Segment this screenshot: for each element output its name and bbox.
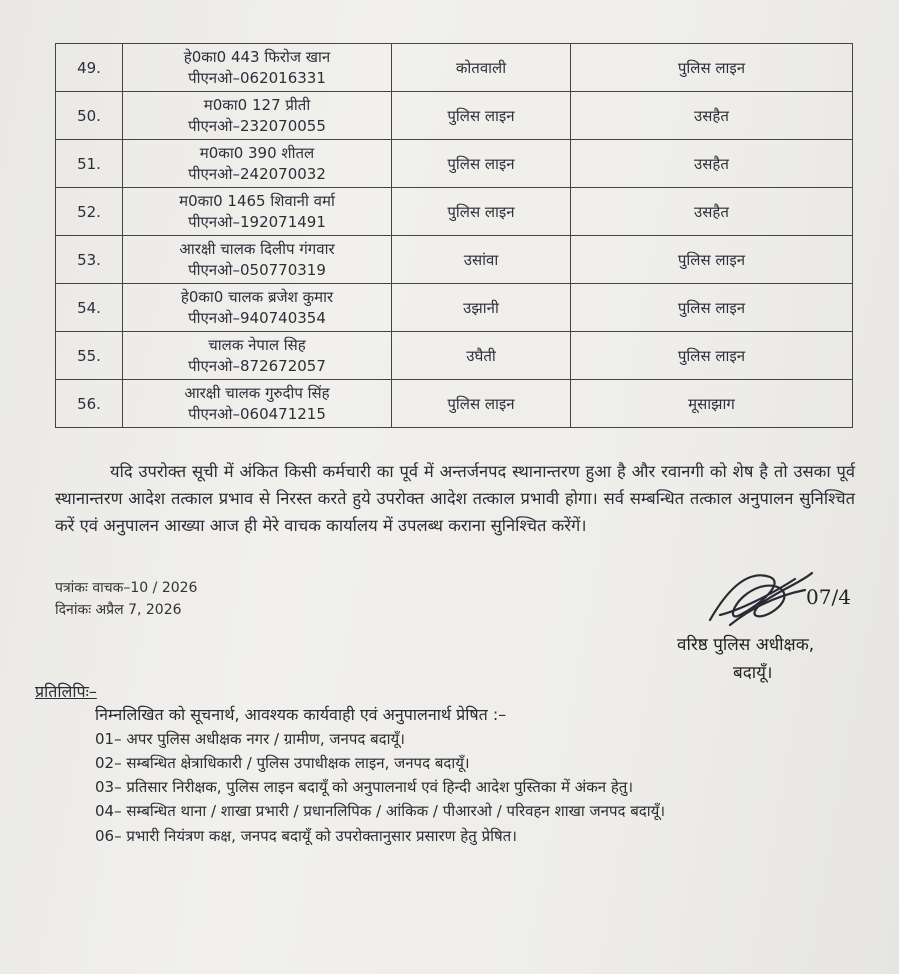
employee-name: आरक्षी चालक गुरुदीप सिंह: [184, 383, 330, 402]
copy-intro: निम्नलिखित को सूचनार्थ, आवश्यक कार्यवाही एवं अनुपालनार्थ प्रेषित :–: [95, 705, 507, 724]
to-location: उसहैत: [571, 188, 853, 236]
serial-number: 54.: [56, 284, 123, 332]
employee-pno: पीएनओ–192071491: [188, 212, 326, 231]
transfer-table: [55, 43, 853, 428]
employee-pno: पीएनओ–232070055: [188, 116, 326, 135]
employee-name: हे0का0 चालक ब्रजेश कुमार: [180, 287, 334, 306]
signatory-location: बदायूँ।: [733, 663, 773, 683]
signatory-designation: वरिष्ठ पुलिस अधीक्षक,: [677, 635, 815, 655]
order-paragraph: यदि उपरोक्त सूची में अंकित किसी कर्मचारी का पूर्व में अन्तर्जनपद स्थानान्तरण हुआ है और रवानगी को शेष है तो उसका पूर्व स्थानान्तरण आदेश तत्काल प्रभाव से निरस्त करते हुये उपरोक्त आदेश तत्काल प्रभावी होगा। सर्व सम्बन्धित तत्काल अनुपालन सुनिश्चित करें एवं अनुपालन आख्या आज ही मेरे वाचक कार्यालय में उपलब्ध कराना सुनिश्चित करेंगें।: [55, 462, 855, 535]
employee-pno: पीएनओ–872672057: [188, 356, 326, 375]
employee-name: म0का0 127 प्रीती: [203, 95, 311, 114]
copy-list-item: 04– सम्बन्धित थाना / शाखा प्रभारी / प्रधानलिपिक / आंकिक / पीआरओ / परिवहन शाखा जनपद बदायूँ।: [95, 802, 666, 820]
employee-name: म0का0 1465 शिवानी वर्मा: [179, 191, 335, 210]
from-location: पुलिस लाइन: [392, 380, 571, 428]
copy-list-item: 02– सम्बन्धित क्षेत्राधिकारी / पुलिस उपाधीक्षक लाइन, जनपद बदायूँ।: [95, 754, 470, 772]
from-location: पुलिस लाइन: [392, 188, 571, 236]
employee-pno: पीएनओ–242070032: [188, 164, 326, 183]
employee-cell: [123, 92, 392, 140]
letter-number: पत्रांकः वाचक–10 / 2026: [55, 580, 198, 596]
employee-pno: पीएनओ–050770319: [188, 260, 326, 279]
table-row: [56, 236, 853, 284]
employee-name: म0का0 390 शीतल: [199, 143, 315, 162]
table-row: [56, 284, 853, 332]
to-location: उसहैत: [571, 92, 853, 140]
employee-cell: [123, 140, 392, 188]
employee-pno: पीएनओ–940740354: [188, 308, 326, 327]
serial-number: 55.: [56, 332, 123, 380]
table-row: [56, 140, 853, 188]
to-location: पुलिस लाइन: [571, 236, 853, 284]
employee-cell: [123, 332, 392, 380]
table-row: [56, 380, 853, 428]
order-date: दिनांकः अप्रैल 7, 2026: [55, 602, 182, 618]
signature-date-note: 07/4: [806, 585, 851, 609]
table-row: [56, 44, 853, 92]
employee-cell: [123, 284, 392, 332]
to-location: मूसाझाग: [571, 380, 853, 428]
serial-number: 49.: [56, 44, 123, 92]
employee-cell: [123, 380, 392, 428]
employee-name: चालक नेपाल सिह: [208, 335, 306, 354]
serial-number: 50.: [56, 92, 123, 140]
serial-number: 56.: [56, 380, 123, 428]
serial-number: 53.: [56, 236, 123, 284]
copy-list-item: 01– अपर पुलिस अधीक्षक नगर / ग्रामीण, जनपद बदायूँ।: [95, 730, 405, 748]
employee-cell: [123, 188, 392, 236]
to-location: उसहैत: [571, 140, 853, 188]
employee-pno: पीएनओ–060471215: [188, 404, 326, 423]
to-location: पुलिस लाइन: [571, 332, 853, 380]
from-location: उझानी: [392, 284, 571, 332]
to-location: पुलिस लाइन: [571, 44, 853, 92]
employee-pno: पीएनओ–062016331: [188, 68, 326, 87]
copy-list-item: 03– प्रतिसार निरीक्षक, पुलिस लाइन बदायूँ को अनुपालनार्थ एवं हिन्दी आदेश पुस्तिका में अंकन हेतु।: [95, 778, 634, 796]
employee-name: आरक्षी चालक दिलीप गंगवार: [179, 239, 335, 258]
serial-number: 51.: [56, 140, 123, 188]
table-row: [56, 92, 853, 140]
from-location: उसांवा: [392, 236, 571, 284]
from-location: कोतवाली: [392, 44, 571, 92]
from-location: उघैती: [392, 332, 571, 380]
table-row: [56, 332, 853, 380]
employee-name: हे0का0 443 फिरोज खान: [183, 47, 331, 66]
employee-cell: [123, 236, 392, 284]
from-location: पुलिस लाइन: [392, 140, 571, 188]
copy-list-item: 06– प्रभारी नियंत्रण कक्ष, जनपद बदायूँ को उपरोक्तानुसार प्रसारण हेतु प्रेषित।: [95, 827, 517, 845]
employee-cell: [123, 44, 392, 92]
to-location: पुलिस लाइन: [571, 284, 853, 332]
copy-heading: प्रतिलिपिः–: [35, 682, 97, 701]
table-row: [56, 188, 853, 236]
from-location: पुलिस लाइन: [392, 92, 571, 140]
serial-number: 52.: [56, 188, 123, 236]
